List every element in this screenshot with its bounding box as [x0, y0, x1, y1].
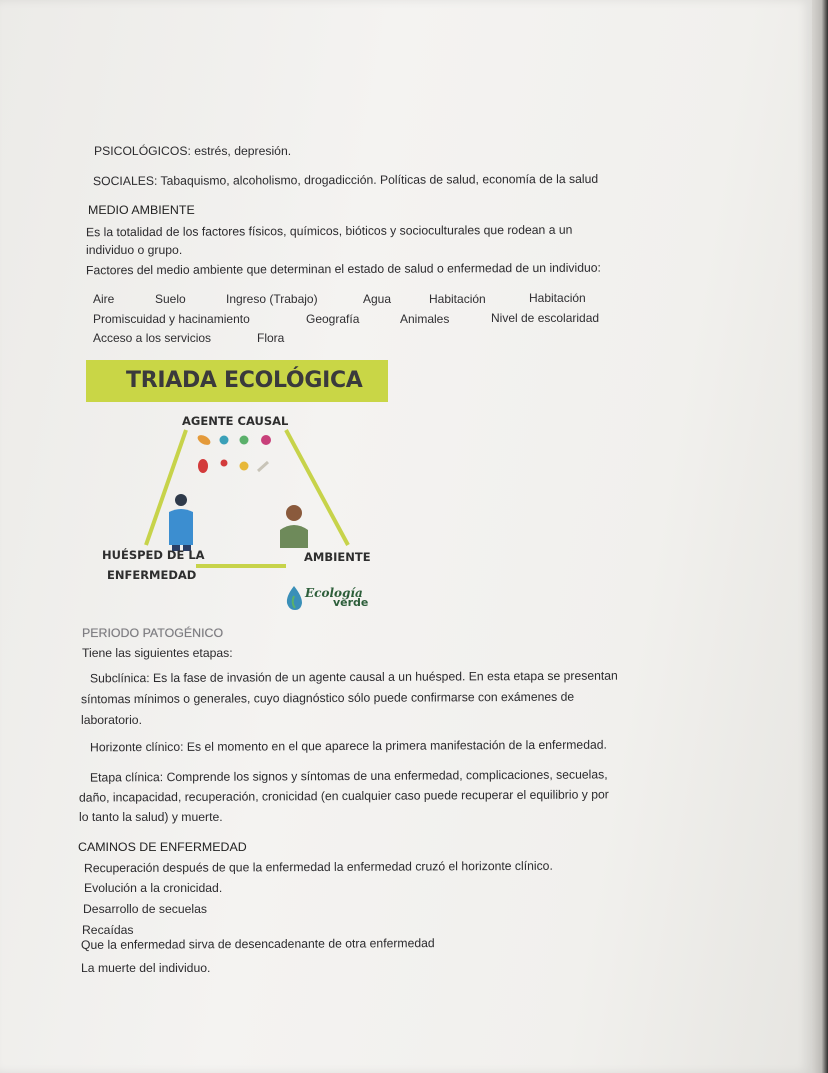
huesped-label-2: ENFERMEDAD [107, 568, 197, 582]
periodo-intro: Tiene las siguientes etapas: [82, 646, 233, 660]
caminos-item: Recuperación después de que la enfermedad la enfermedad cruzó el horizonte clínico. [83, 858, 553, 876]
blood-drop-icon [221, 460, 228, 467]
caminos-item: Desarrollo de secuelas [83, 902, 207, 916]
medio-ambiente-heading: MEDIO AMBIENTE [88, 203, 195, 217]
ecologia-verde-logo-icon [287, 586, 302, 610]
factor-item: Suelo [155, 292, 186, 306]
logo-text-ecologia: Ecología [305, 586, 363, 600]
etapa-clinica-line-1: Etapa clínica: Comprende los signos y síntomas de una enfermedad, complicaciones, secuelas, [89, 767, 608, 785]
virus-icon [240, 436, 249, 445]
factor-item: Nivel de escolaridad [491, 311, 600, 325]
medio-ambiente-definition-2: individuo o grupo. [86, 243, 183, 257]
psicologicos-line: PSICOLÓGICOS: estrés, depresión. [94, 144, 292, 158]
caminos-heading: CAMINOS DE ENFERMEDAD [78, 840, 247, 854]
huesped-label-1: HUÉSPED DE LA [102, 548, 205, 562]
environment-person-icon [280, 505, 308, 548]
horizonte-clinico: Horizonte clínico: Es el momento en el que aparece la primera manifestación de la enfermedad. [89, 737, 607, 755]
factor-item: Aire [93, 292, 115, 306]
factor-item: Agua [363, 292, 392, 306]
factor-item: Habitación [529, 291, 586, 305]
triada-title: TRIADA ECOLÓGICA [126, 368, 363, 393]
factores-intro: Factores del medio ambiente que determinan el estado de salud o enfermedad de un individuo: [85, 260, 601, 278]
logo-text-verde: verde [333, 596, 369, 609]
virus-icon [240, 462, 249, 471]
periodo-patogenico-heading: PERIODO PATOGÉNICO [82, 626, 224, 640]
factor-item: Ingreso (Trabajo) [226, 292, 318, 306]
cell-icon [198, 459, 208, 473]
medio-ambiente-definition-1: Es la totalidad de los factores físicos, químicos, bióticos y socioculturales que rodean a un [85, 222, 573, 240]
sociales-line: SOCIALES: Tabaquismo, alcoholismo, drogadicción. Políticas de salud, economía de la salud [92, 171, 599, 189]
caminos-item: Que la enfermedad sirva de desencadenante de otra enfermedad [80, 936, 435, 952]
subclinica-line-1: Subclínica: Es la fase de invasión de un agente causal a un huésped. En esta etapa se presentan [89, 668, 618, 686]
factor-item: Geografía [306, 312, 360, 326]
factor-item: Animales [400, 312, 450, 326]
page-edge [812, 0, 828, 1073]
host-person-icon [169, 494, 193, 551]
parasite-icon [258, 462, 268, 471]
etapa-clinica-line-3: lo tanto la salud) y muerte. [79, 810, 223, 824]
triada-ecologica-figure [86, 360, 391, 610]
factor-item: Acceso a los servicios [93, 331, 212, 345]
agente-causal-label: AGENTE CAUSAL [182, 414, 289, 428]
subclinica-line-3: laboratorio. [81, 713, 142, 727]
subclinica-line-2: síntomas mínimos o generales, cuyo diagnóstico sólo puede confirmarse con exámenes de [80, 689, 575, 707]
bacteria-icon [196, 433, 212, 447]
virus-icon [261, 435, 271, 445]
factor-item: Habitación [429, 292, 486, 306]
caminos-item: Recaídas [82, 923, 134, 937]
caminos-item: La muerte del individuo. [81, 961, 211, 975]
microbe-icons [196, 433, 271, 473]
ambiente-label: AMBIENTE [304, 550, 371, 564]
factor-item: Promiscuidad y hacinamiento [93, 312, 250, 326]
virus-icon [220, 436, 229, 445]
etapa-clinica-line-2: daño, incapacidad, recuperación, cronicidad (en cualquier caso puede recuperar el equilibrio y por [78, 787, 609, 805]
factor-item: Flora [257, 331, 285, 345]
caminos-item: Evolución a la cronicidad. [84, 881, 223, 895]
